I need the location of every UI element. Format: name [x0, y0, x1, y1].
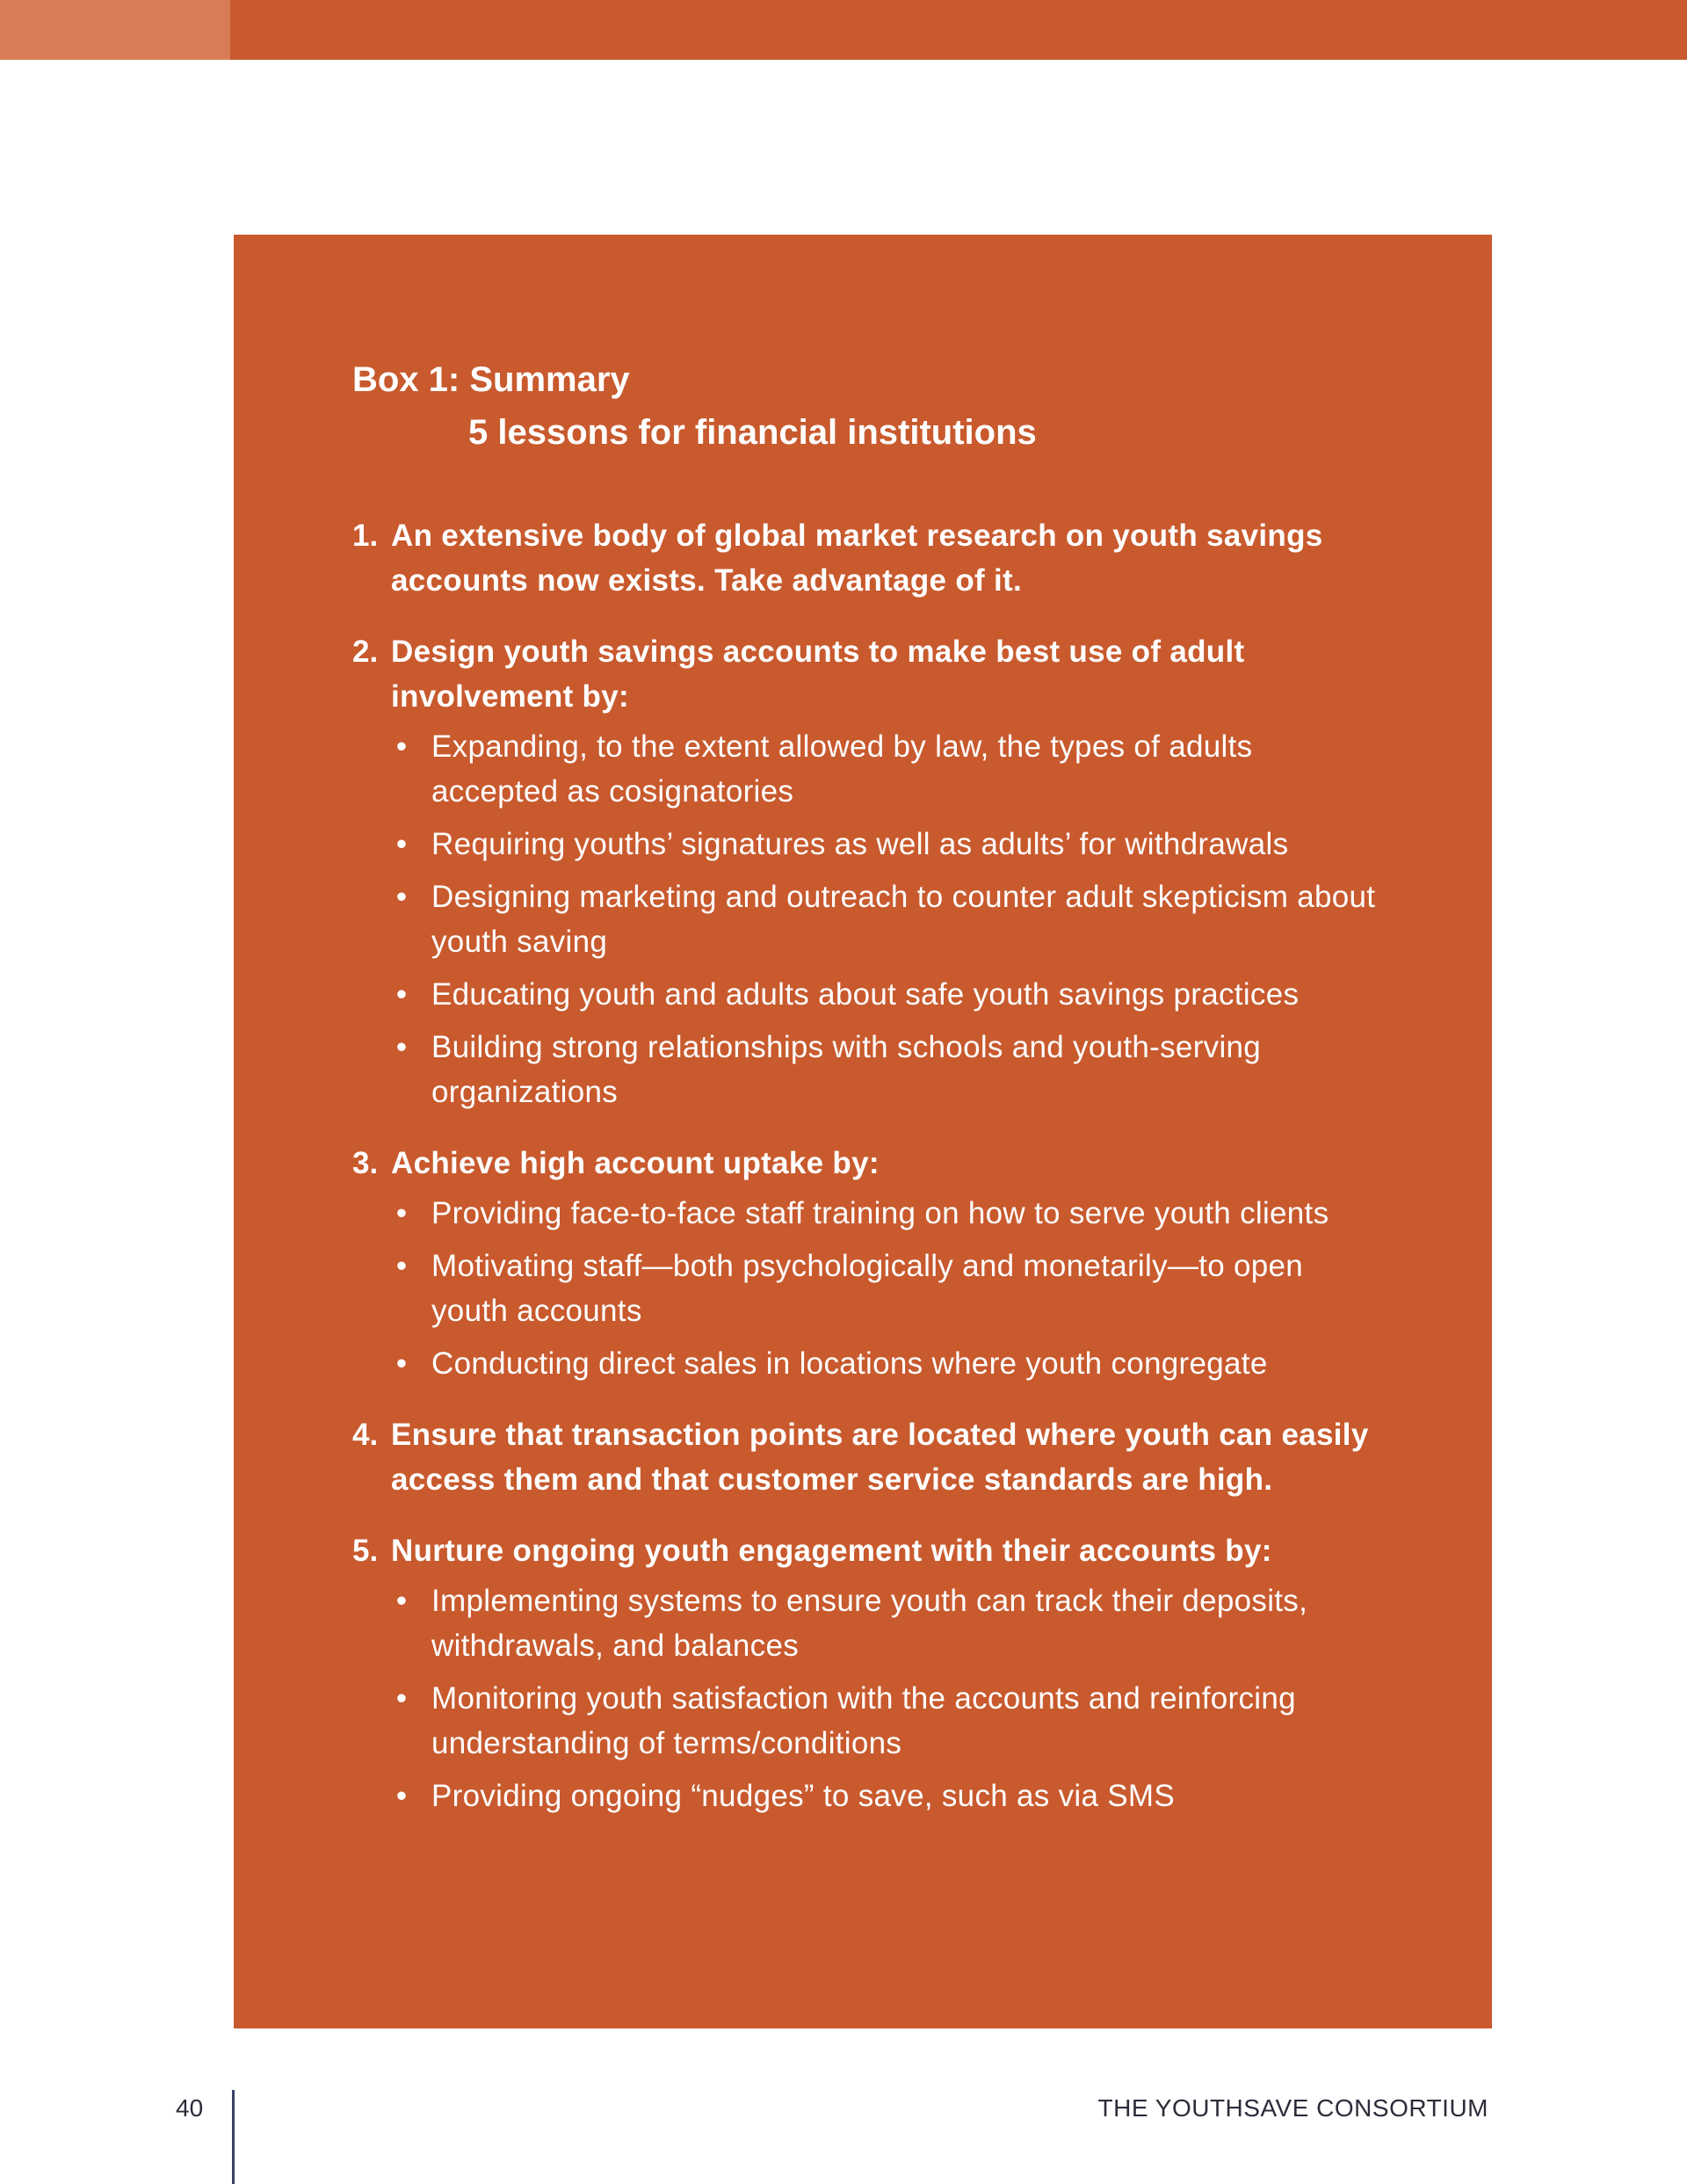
- bullet-item: [391, 1774, 1387, 1818]
- lesson-item: [352, 629, 1387, 1114]
- box-subtitle: 5 lessons for financial institutions: [468, 413, 1037, 452]
- bullet-text: Motivating staff—both psychologically and monetarily—to open youth accounts: [431, 1249, 1304, 1328]
- summary-box: [234, 235, 1492, 2028]
- lesson-item: [352, 1412, 1387, 1502]
- lesson-item: [352, 513, 1387, 603]
- bullet-text: Building strong relationships with schools and youth-serving organizations: [431, 1030, 1262, 1109]
- bullet-dot-icon: •: [395, 1779, 408, 1813]
- lesson-text: Nurture ongoing youth engagement with their accounts by:: [391, 1534, 1272, 1568]
- lesson-item: [352, 1141, 1387, 1386]
- footer-organization: THE YOUTHSAVE CONSORTIUM: [1097, 2094, 1488, 2122]
- bullet-item: [391, 724, 1387, 814]
- bullet-text: Educating youth and adults about safe youth savings practices: [431, 977, 1300, 1012]
- bullet-list: [391, 1191, 1387, 1386]
- bullet-dot-icon: •: [395, 827, 408, 861]
- lesson-text: Achieve high account uptake by:: [391, 1146, 880, 1180]
- bullet-list: [391, 1578, 1387, 1818]
- header-accent-bar: [0, 0, 1687, 60]
- bullet-dot-icon: •: [395, 1681, 408, 1716]
- bullet-item: [391, 1244, 1387, 1333]
- bullet-dot-icon: •: [395, 1030, 408, 1064]
- bullet-dot-icon: •: [395, 880, 408, 914]
- header-accent-tab: [0, 0, 230, 60]
- lesson-number: 5.: [352, 1534, 379, 1568]
- lesson-number: 3.: [352, 1146, 379, 1180]
- lesson-number: 1.: [352, 519, 379, 553]
- bullet-item: [391, 1025, 1387, 1114]
- bullet-item: [391, 1341, 1387, 1386]
- bullet-item: [391, 1676, 1387, 1766]
- lesson-number: 2.: [352, 635, 379, 669]
- bullet-list: [391, 724, 1387, 1114]
- bullet-dot-icon: •: [395, 1249, 408, 1283]
- lesson-text: Design youth savings accounts to make best use of adult involvement by:: [391, 635, 1245, 714]
- lesson-text: Ensure that transaction points are located where youth can easily access them and that customer service standards are high.: [391, 1418, 1369, 1497]
- bullet-text: Monitoring youth satisfaction with the accounts and reinforcing understanding of terms/conditions: [431, 1681, 1296, 1760]
- bullet-item: [391, 1191, 1387, 1236]
- bullet-dot-icon: •: [395, 1196, 408, 1230]
- lessons-list: [352, 513, 1387, 1818]
- footer-divider: [232, 2090, 235, 2184]
- bullet-dot-icon: •: [395, 729, 408, 764]
- bullet-dot-icon: •: [395, 1346, 408, 1381]
- lesson-number: 4.: [352, 1418, 379, 1452]
- page-number: 40: [176, 2094, 204, 2122]
- bullet-text: Conducting direct sales in locations where youth congregate: [431, 1346, 1268, 1381]
- bullet-text: Designing marketing and outreach to counter adult skepticism about youth saving: [431, 880, 1376, 959]
- bullet-item: [391, 822, 1387, 867]
- bullet-text: Providing face-to-face staff training on how to serve youth clients: [431, 1196, 1329, 1230]
- bullet-dot-icon: •: [395, 977, 408, 1012]
- box-title: Box 1: Summary: [352, 360, 630, 399]
- bullet-item: [391, 874, 1387, 964]
- bullet-item: [391, 1578, 1387, 1668]
- bullet-dot-icon: •: [395, 1584, 408, 1618]
- lesson-item: [352, 1528, 1387, 1818]
- bullet-text: Providing ongoing “nudges” to save, such as via SMS: [431, 1779, 1176, 1813]
- bullet-text: Requiring youths’ signatures as well as adults’ for withdrawals: [431, 827, 1289, 861]
- lesson-text: An extensive body of global market research on youth savings accounts now exists. Take advantage of it.: [391, 519, 1323, 598]
- bullet-text: Implementing systems to ensure youth can track their deposits, withdrawals, and balances: [431, 1584, 1308, 1663]
- bullet-text: Expanding, to the extent allowed by law, the types of adults accepted as cosignatories: [431, 729, 1253, 809]
- bullet-item: [391, 972, 1387, 1017]
